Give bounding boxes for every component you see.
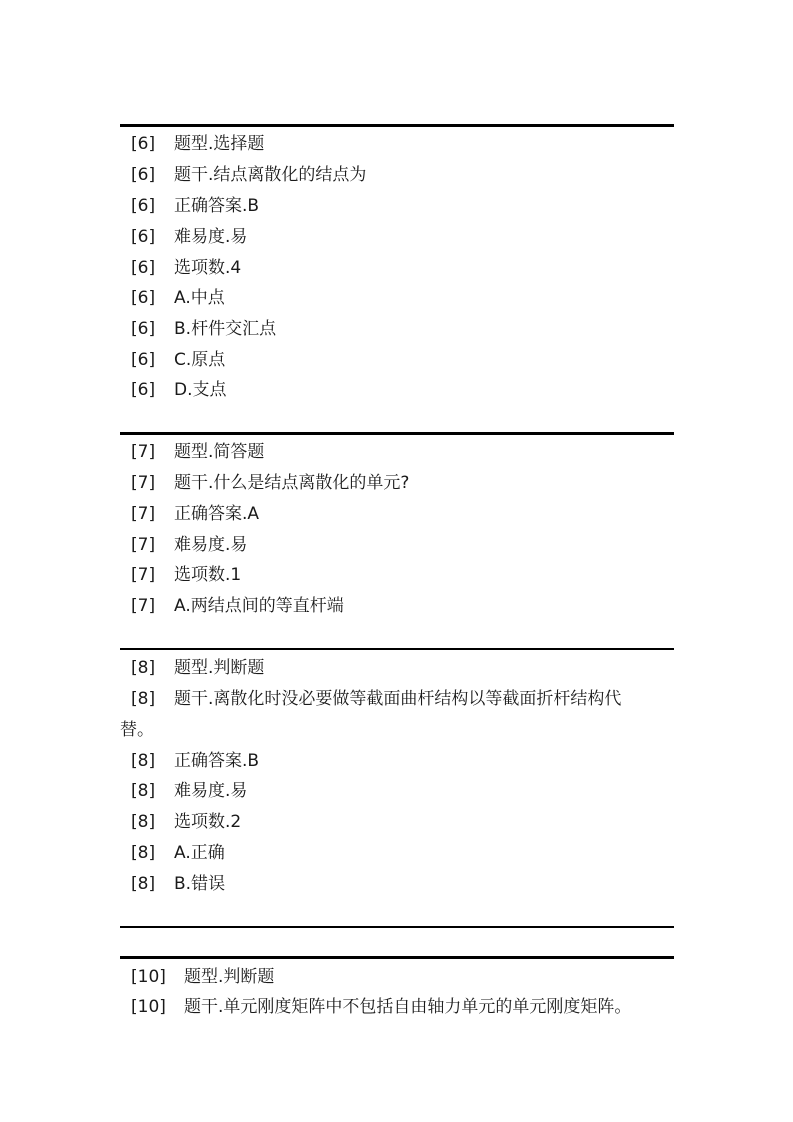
question-stem: 题干.离散化时没必要做等截面曲杆结构以等截面折杆结构代 [174,689,622,709]
question-number: [8] [131,874,156,894]
difficulty: 难易度.易 [174,535,248,555]
question-number: [8] [131,658,156,678]
question-number: [7] [131,442,156,462]
section-divider [120,432,674,435]
section-divider [120,124,674,127]
option-count: 选项数.4 [174,258,242,278]
question-number: [6] [131,319,156,339]
question-type: 题型.判断题 [174,658,265,678]
question-number: [6] [131,165,156,185]
option-b: B.错误 [174,874,226,894]
question-number: [6] [131,134,156,154]
option-count: 选项数.2 [174,812,242,832]
question-type: 题型.判断题 [184,967,275,987]
question-number: [8] [131,689,156,709]
question-number: [7] [131,565,156,585]
question-number: [7] [131,473,156,493]
question-number: [6] [131,380,156,400]
question-number: [10] [131,967,166,987]
option-b: B.杆件交汇点 [174,319,277,339]
question-number: [8] [131,843,156,863]
question-type: 题型.简答题 [174,442,265,462]
question-number: [6] [131,350,156,370]
question-stem: 题干.结点离散化的结点为 [174,165,367,185]
question-number: [7] [131,535,156,555]
question-number: [8] [131,781,156,801]
question-stem: 题干.什么是结点离散化的单元? [174,473,410,493]
correct-answer: 正确答案.A [174,504,260,524]
section-divider [120,956,674,959]
option-d: D.支点 [174,380,227,400]
question-number: [6] [131,227,156,247]
option-a: A.两结点间的等直杆端 [174,596,344,616]
section-divider [120,926,674,928]
option-a: A.正确 [174,843,225,863]
question-number: [7] [131,596,156,616]
question-number: [8] [131,751,156,771]
option-count: 选项数.1 [174,565,242,585]
option-c: C.原点 [174,350,226,370]
question-number: [7] [131,504,156,524]
question-type: 题型.选择题 [174,134,265,154]
correct-answer: 正确答案.B [174,196,260,216]
question-number: [10] [131,997,166,1017]
question-stem-continuation: 替。 [120,720,154,740]
difficulty: 难易度.易 [174,781,248,801]
question-number: [6] [131,288,156,308]
question-number: [6] [131,196,156,216]
question-number: [8] [131,812,156,832]
difficulty: 难易度.易 [174,227,248,247]
question-number: [6] [131,258,156,278]
option-a: A.中点 [174,288,225,308]
section-divider [120,648,674,650]
correct-answer: 正确答案.B [174,751,260,771]
question-stem: 题干.单元刚度矩阵中不包括自由轴力单元的单元刚度矩阵。 [184,997,632,1017]
